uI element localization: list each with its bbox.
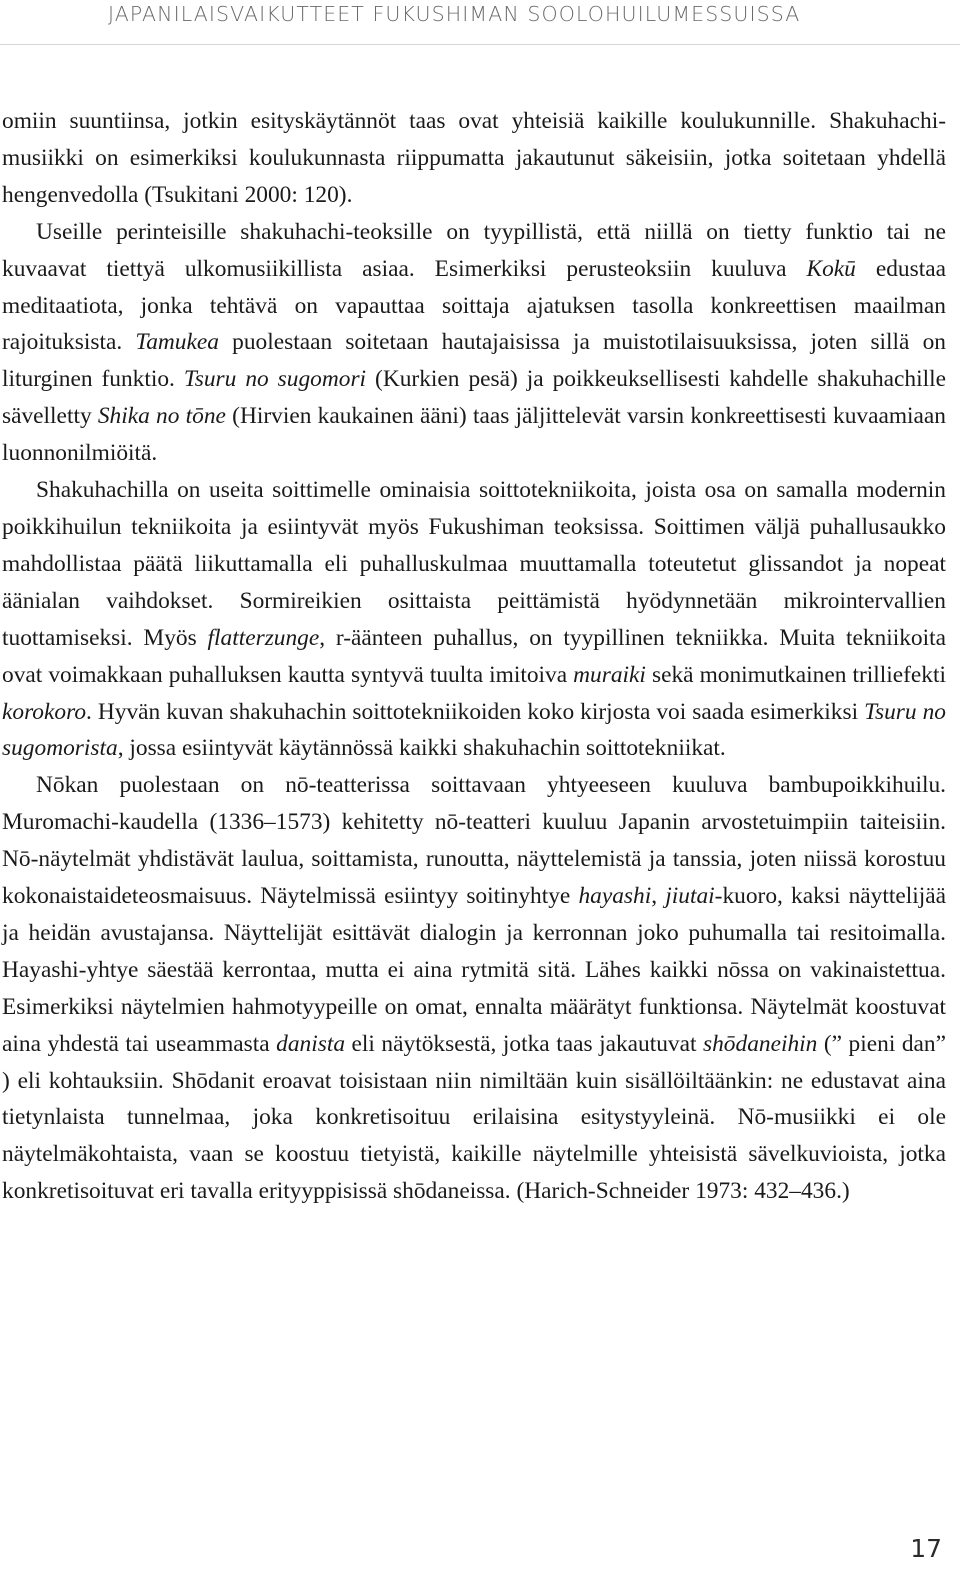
body-text xyxy=(2,103,946,1210)
text-run: Useille perinteisille shakuhachi-teoksille on tyypillistä, että niillä on tietty funktio tai ne kuvaavat tiettyä ulkomusiikillista asiaa. Esimerkiksi perusteoksiin kuuluva xyxy=(2,218,946,282)
text-run: sekä monimutkainen trilliefekti xyxy=(645,661,946,688)
paragraph xyxy=(2,103,946,214)
italic-term: hayashi xyxy=(578,883,652,910)
text-run: , xyxy=(651,883,666,910)
text-run: Nōkan puolestaan on nō-teatterissa soittavaan yhtyeeseen kuuluva bambupoikkihuilu. Muromachi-kaudella (1336–1573) kehitetty nō-teatteri kuuluu Japanin arvostetuimpiin taiteisiin. Nō-näytelmät yhdistävät laulua, soittamista, runoutta, näyttelemistä ja tanssia, joten niissä korostuu kokonaistaideteosmaisuus. Näytelmissä esiintyy soitinyhtye xyxy=(2,772,946,910)
text-run: omiin suuntiinsa, jotkin esityskäytännöt taas ovat yhteisiä kaikille koulukunnille. Shakuhachi-musiikki on esimerkiksi koulukunnasta riippumatta jakautunut säkeisiin, jotka soitetaan yhdellä hengenvedolla (Tsukitani 2000: 120). xyxy=(2,108,946,208)
italic-term: danista xyxy=(276,1030,346,1057)
italic-term: muraiki xyxy=(573,661,646,688)
paragraph xyxy=(2,472,946,767)
paragraph xyxy=(2,767,946,1210)
text-run: (Kurkien pesä) ja poikkeuksellisesti kahdelle shakuhachille sävelletty xyxy=(2,366,946,430)
paragraph xyxy=(2,214,946,472)
italic-term: Tsuru no sugomori xyxy=(183,366,367,393)
italic-term: flatterzunge xyxy=(207,624,320,651)
running-header: JAPANILAISVAIKUTTEET FUKUSHIMAN SOOLOHUILUMESSUISSA xyxy=(108,2,801,26)
text-run: , jossa esiintyvät käytännössä kaikki shakuhachin soittotekniikat. xyxy=(117,735,726,762)
text-run: Shakuhachilla on useita soittimelle ominaisia soittotekniikoita, joista osa on samalla modernin poikkihuilun tekniikoita ja esiintyvät myös Fukushiman teoksissa. Soittimen väljä puhallusaukko mahdollistaa päätä liikuttamalla eli puhalluskulmaa muuttamalla toteutetut glissandot ja nopeat äänialan vaihdokset. Sormireikien osittaista peittämistä hyödynnetään mikrointervallien tuottamiseksi. Myös xyxy=(2,477,946,651)
text-run: (” pieni dan” ) eli kohtauksiin. Shōdanit eroavat toisistaan niin nimiltään kuin sisällöiltäänkin: ne edustavat aina tietynlaista tunnelmaa, joka konkretisoituu erilaisina esitystyyleinä. Nō-musiikki ei ole näytelmäkohtaista, vaan se koostuu tietyistä, kaikille näytelmille yhteisistä sävelkuvioista, jotka konkretisoituvat eri tavalla erityyppisissä shōdaneissa. (Harich-Schneider 1973: 432–436.) xyxy=(2,1030,946,1205)
text-run: (Hirvien kaukainen ääni) taas jäljittelevät varsin konkreettisesti kuvaamiaan luonnonilmiöitä. xyxy=(2,403,946,467)
italic-term: shōdaneihin xyxy=(703,1030,818,1057)
italic-term: jiutai xyxy=(665,883,715,910)
text-run: edustaa meditaatiota, jonka tehtävä on vapauttaa soittaja ajatuksen tasolla konkreettisen maailman rajoituksista. xyxy=(2,255,946,356)
text-run: puolestaan soitetaan hautajaisissa ja muistotilaisuuksissa, joten sillä on liturginen funktio. xyxy=(2,329,946,393)
italic-term: Tamukea xyxy=(135,329,219,356)
italic-term: Tsuru no sugomorista xyxy=(2,698,946,762)
text-run: . Hyvän kuvan shakuhachin soittotekniikoiden koko kirjosta voi saada esimerkiksi xyxy=(86,698,865,725)
page-number: 17 xyxy=(910,1534,942,1563)
italic-term: korokoro xyxy=(2,698,87,725)
italic-term: Kokū xyxy=(806,255,856,282)
header-divider xyxy=(0,44,960,45)
text-run: -kuoro, kaksi näyttelijää ja heidän avustajansa. Näyttelijät esittävät dialogin ja kerronnan joko puhumalla tai resitoimalla. Hayashi-yhtye säestää kerrontaa, mutta ei aina rytmitä sitä. Lähes kaikki nōssa on vakinaistettua. Esimerkiksi näytelmien hahmotyypeille on omat, ennalta määrätyt funktionsa. Näytelmät koostuvat aina yhdestä tai useammasta xyxy=(2,883,946,1057)
italic-term: Shika no tōne xyxy=(97,403,226,430)
text-run: eli näytöksestä, jotka taas jakautuvat xyxy=(345,1030,703,1057)
text-run: , r-äänteen puhallus, on tyypillinen tekniikka. Muita tekniikoita ovat voimakkaan puhalluksen kautta syntyvä tuulta imitoiva xyxy=(2,624,946,688)
